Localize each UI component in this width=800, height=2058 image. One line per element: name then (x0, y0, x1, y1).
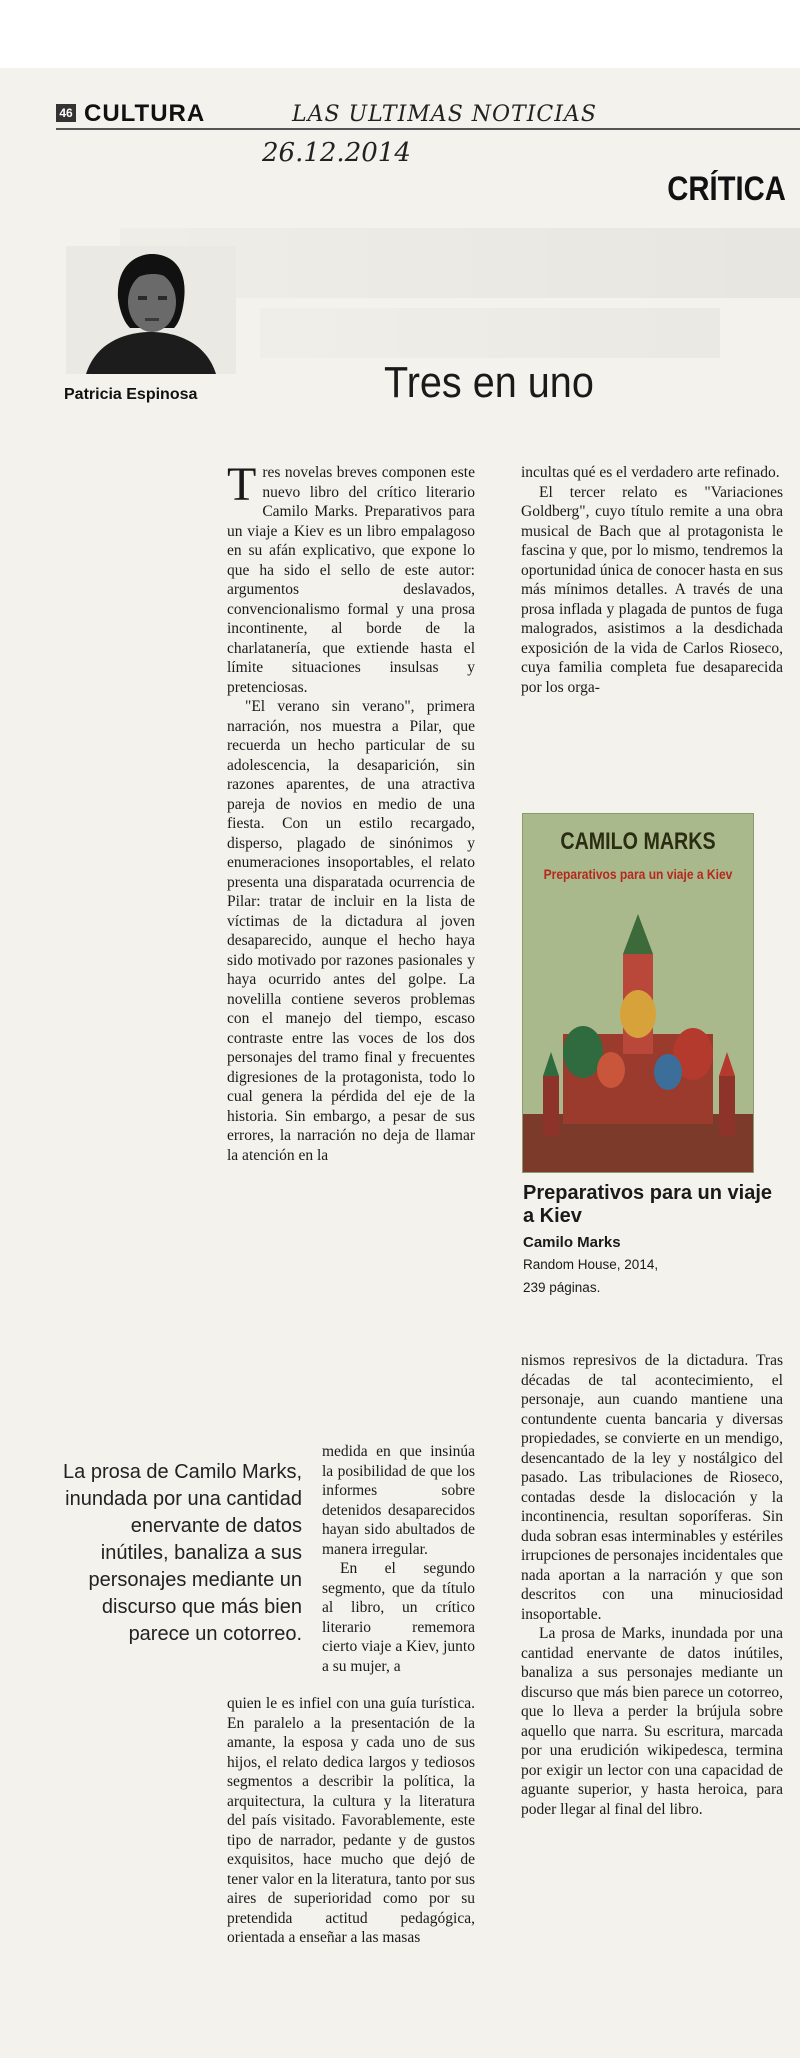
article-column-2-bottom (521, 1351, 783, 1819)
article-paragraph: En el segundo segmento, que da título al libro, un crítico literario rememora cierto viaje a Kiev, junto a su mujer, a (322, 1560, 475, 1675)
author-photo (66, 246, 236, 374)
newspaper-page (0, 68, 800, 2058)
handwritten-source: LAS ULTIMAS NOTICIAS (292, 102, 597, 127)
page-number: 46 (56, 104, 76, 122)
bleed-through-banner (260, 308, 720, 358)
cover-author: CAMILO MARKS (560, 828, 716, 855)
article-column-1 (227, 458, 475, 1165)
section-name: CULTURA (84, 100, 206, 127)
article-column-1-narrow (322, 1442, 475, 1676)
article-paragraph: incultas qué es el verdadero arte refinado. (521, 464, 780, 481)
article-column-2 (521, 463, 783, 697)
critique-kicker: CRÍTICA (667, 170, 786, 208)
book-caption-author: Camilo Marks (523, 1234, 621, 1251)
article-column-1-bottom (227, 1694, 475, 1948)
book-caption-title: Preparativos para un viaje a Kiev (523, 1182, 773, 1227)
handwritten-date: 26.12.2014 (262, 138, 411, 168)
article-paragraph: quien le es infiel con una guía turística. En paralelo a la presentación de la amante, la esposa y cada uno de sus hijos, el relato dedica largos y tediosos segmentos a describir la política, la arquitectura, la cultura y la literatura del país visitado. Favorablemente, este tipo de narrador, pedante y de gustos exquisitos, hace mucho que dejó de tener valor en la literatura, tanto por sus aires de superioridad como por su pretendida actitud pedagógica, orientada a enseñar a las masas (227, 1695, 475, 1946)
book-pages: 239 páginas. (523, 1280, 601, 1295)
article-paragraph: "El verano sin verano", primera narración, nos muestra a Pilar, que recuerda un hecho particular de su adolescencia, la desaparición, sin razones aparentes, de una atractiva pareja de novios en medio de una fiesta. Con un estilo recargado, disperso, plagado de sinónimos y enumeraciones insoportables, el relato presenta una disparatada ocurrencia de Pilar: tratar de incluir en la lista de víctimas de la dictadura al joven desaparecido, aunque el hecho haya sido motivado por razones pasionales y haya ocurrido antes del golpe. La novelilla contiene severos problemas con el manejo del tiempo, escaso contraste entre las voces de los dos personajes del tramo final y frecuentes digresiones de la protagonista, todo lo cual genera la pérdida del eje de la historia. Sin embargo, a pesar de sus errores, la narración no deja de llamar la atención en la (227, 698, 475, 1164)
article-paragraph: nismos represivos de la dictadura. Tras décadas de tal acontecimiento, el personaje, aun cuando mantiene una contundente cuenta bancaria y diversas propiedades, se convierte en un mendigo, desencantado de la ley y nostálgico del pasado. Las tribulaciones de Rioseco, contadas desde la dislocación y la incontinencia, resultan soporíferas. Sin duda sobran esas interminables y estériles irrupciones de personajes incidentales que nada aportan a la narración y que son descritos con una minuciosidad insoportable. (521, 1352, 783, 1623)
article-headline: Tres en uno (384, 358, 594, 407)
drop-cap: T (227, 458, 257, 511)
book-publisher: Random House, 2014, (523, 1257, 659, 1272)
article-paragraph: medida en que insinúa la posibilidad de que los informes sobre detenidos desaparecidos hayan sido abultados de manera irregular. (322, 1443, 475, 1558)
pull-quote: La prosa de Camilo Marks, inundada por una cantidad enervante de datos inútiles, banaliza a sus personajes mediante un discurso que más bien parece un cotorreo. (63, 1461, 302, 1645)
paragraph-text: res novelas breves componen este nuevo libro del crítico literario Camilo Marks. Preparativos para un viaje a Kiev es un libro empalagoso en su afán explicativo, que expone lo que ha sido el sello de este autor: argumentos deslavados, convencionalismo formal y una prosa incontinente, al borde de la charlatanería, que extiende hasta el límite situaciones insulsas y pretenciosas. (227, 464, 475, 696)
cover-title: Preparativos para un viaje a Kiev (543, 866, 733, 882)
article-paragraph: La prosa de Marks, inundada por una cantidad enervante de datos inútiles, banaliza a sus personajes mediante un discurso que más bien parece un cotorreo, que lo lleva a perder la brújula sobre aquello que narra. Su escritura, marcada por una erudición wikipedesca, termina por exigir un lector con una capacidad de aguante superior, y hasta heroica, para poder llegar al final del libro. (521, 1625, 783, 1818)
article-paragraph (227, 458, 475, 697)
article-paragraph: El tercer relato es "Variaciones Goldberg", cuyo título remite a una obra musical de Bach que al protagonista le fascina y que, por lo mismo, tendremos la oportunidad única de conocer hasta en sus más mínimos detalles. A través de una prosa inflada y plagada de puntos de fuga malogrados, asistimos a la desdichada exposición de la vida de Carlos Rioseco, cuya familia completa fue desaparecida por los orga- (521, 483, 783, 696)
author-name: Patricia Espinosa (64, 386, 198, 403)
book-cover (522, 813, 754, 1173)
